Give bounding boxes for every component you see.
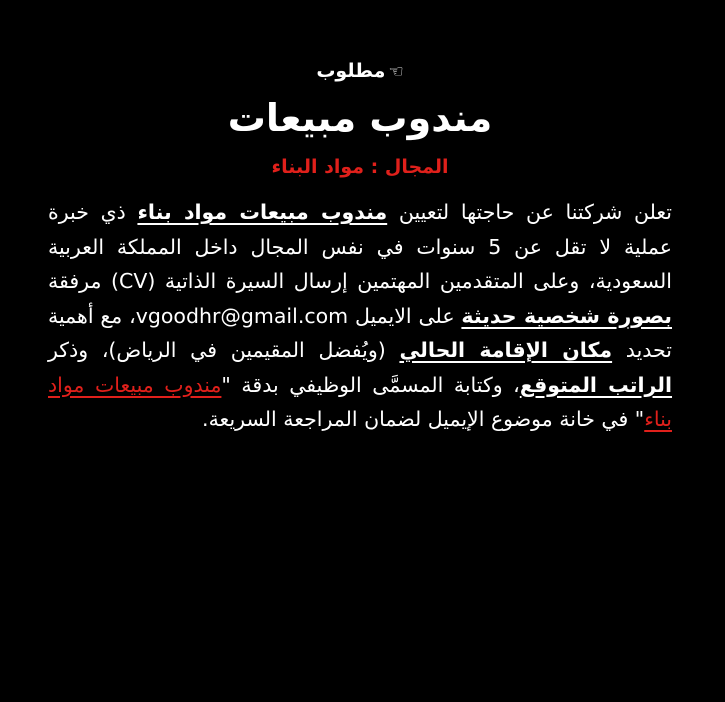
body-segment: ذي خبرة عملية لا تقل عن 5 سنوات في نفس المجال داخل المملكة العربية السعودية، وعلى المتقدمين المهتمين إرسال السيرة الذاتية (CV) مرفقة xyxy=(48,200,673,293)
photo-highlight: بصورة شخصية حديثة xyxy=(461,303,672,328)
body-segment: ، مع أهمية تحديد xyxy=(48,303,672,362)
body-segment: (ويُفضل المقيمين في الرياض)، وذكر xyxy=(48,338,400,362)
email-address: vgoodhr@gmail.com xyxy=(135,303,349,328)
body-segment: ، وكتابة المسمَّى الوظيفي بدقة " xyxy=(221,372,520,397)
body-segment: " في خانة موضوع الإيميل لضمان المراجعة السريعة. xyxy=(202,407,645,431)
kicker-line xyxy=(48,56,672,87)
page-title: مندوب مبيعات xyxy=(227,96,493,140)
email-subject-highlight: مندوب مبيعات مواد بناء xyxy=(48,372,672,431)
ad-body xyxy=(48,195,672,437)
body-segment: على الايميل xyxy=(348,303,462,328)
job-ad xyxy=(48,56,672,437)
pointing-hand-icon: ☜ xyxy=(388,62,404,82)
field-label: المجال : مواد البناء xyxy=(271,156,449,178)
salary-highlight: الراتب المتوقع xyxy=(519,372,673,397)
body-segment: تعلن شركتنا عن حاجتها لتعيين xyxy=(387,200,672,224)
position-highlight: مندوب مبيعات مواد بناء xyxy=(137,200,388,224)
residence-highlight: مكان الإقامة الحالي xyxy=(399,338,613,362)
kicker-text: مطلوب xyxy=(316,60,386,82)
